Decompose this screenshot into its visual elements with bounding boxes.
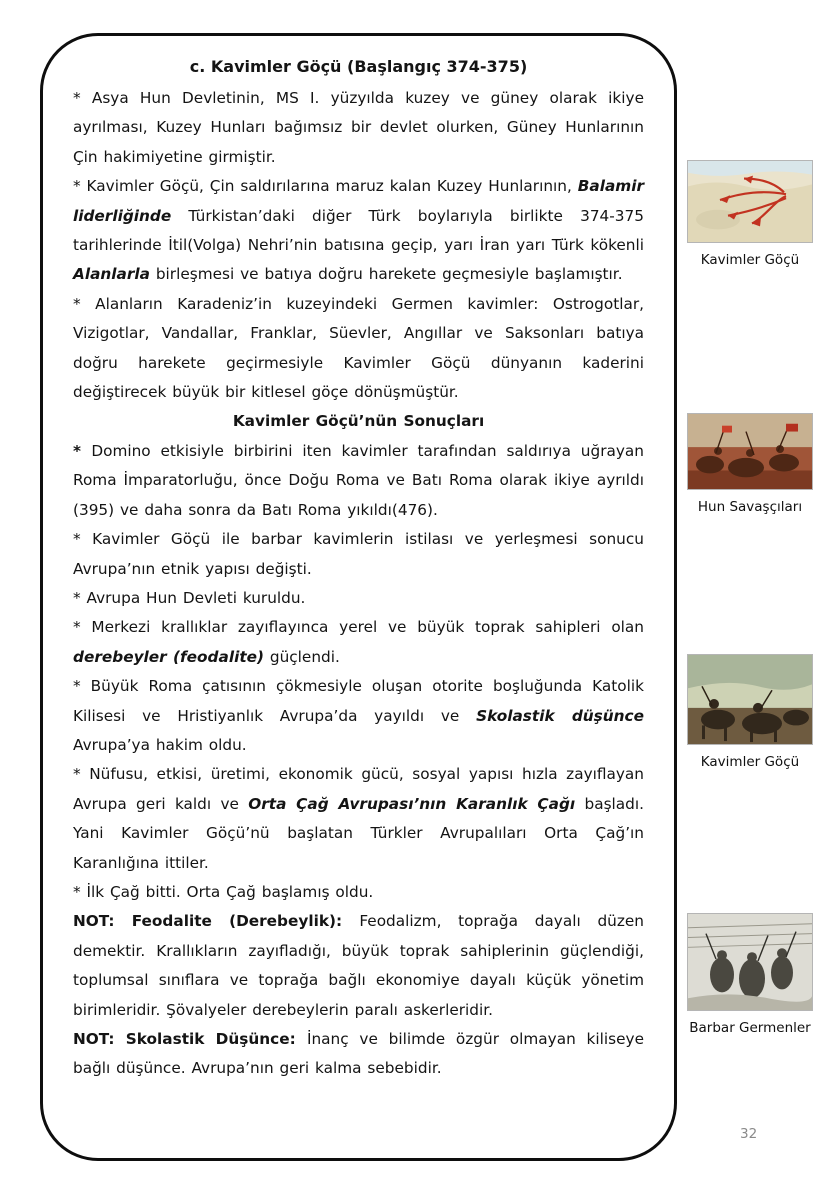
text-run: birleşmesi ve batıya doğru harekete geçmesiyle başlamıştır.	[149, 265, 623, 284]
text-run: İnanç ve bilimde özgür olmayan kiliseye bağlı düşünce. Avrupa’nın geri kalma sebebidir.	[73, 1030, 645, 1078]
text-run: Balamir liderliğinde	[73, 177, 644, 225]
text-run: derebeyler (feodalite)	[73, 647, 264, 666]
text-run: * Alanların Karadeniz’in kuzeyindeki Germen kavimler: Ostrogotlar, Vizigotlar, Vandallar, Franklar, Süevler, Angıllar ve Saksonları batıya doğru harekete geçirmesiyle Kavimler Göçü dünyanın kaderini değiştirecek büyük bir kitlesel göçe dönüşmüştür.	[73, 294, 644, 402]
paragraph	[73, 760, 644, 878]
kavimler-gocu-map-image	[687, 160, 813, 243]
figure-barbar-germenler	[687, 913, 813, 1036]
text-run: NOT: Feodalite (Derebeylik):	[73, 912, 360, 931]
paragraph	[73, 672, 644, 760]
figure-hun-warriors	[687, 413, 813, 515]
kavimler-gocu-riders-image	[687, 654, 813, 745]
text-run: Türkistan’daki diğer Türk boylarıyla birlikte 374-375 tarihlerinde İtil(Volga) Nehri’nin batısına geçip, yarı İran yarı Türk kökenli	[73, 206, 644, 255]
paragraph	[73, 907, 644, 1025]
text-run: Feodalizm, toprağa dayalı düzen demektir. Krallıkların zayıfladığı, büyük toprak sahiplerinin güçlendiği, toplumsal sınıflara ve toprağa bağlı ekonomiye dayalı küçük yönetim birimleridir. Şövalyeler derebeylerin paralı askerleridir.	[73, 912, 645, 1019]
text-run: * Kavimler Göçü, Çin saldırılarına maruz kalan Kuzey Hunlarının,	[73, 177, 578, 196]
text-run: Skolastik düşünce	[476, 706, 645, 725]
text-run: güçlendi.	[264, 647, 340, 666]
hun-savascilari-image	[687, 413, 813, 490]
figure-riders	[687, 654, 813, 770]
text-run: NOT: Skolastik Düşünce:	[73, 1030, 307, 1048]
paragraph	[73, 584, 644, 613]
paragraph	[73, 613, 644, 672]
text-run: * Merkezi krallıklar zayıflayınca yerel ve büyük toprak sahipleri olan	[73, 618, 644, 637]
text-run: Avrupa’ya hakim oldu.	[73, 735, 247, 754]
text-run: Orta Çağ Avrupası’nın Karanlık Çağı	[248, 794, 576, 813]
paragraph	[73, 437, 644, 525]
text-run: başladı. Yani Kavimler Göçü’nü başlatan Türkler Avrupalıları Orta Çağ’ın Karanlığına ittiler.	[73, 794, 644, 872]
paragraph	[73, 290, 644, 408]
paragraph	[73, 84, 644, 172]
text-run: *	[73, 441, 92, 460]
figure-migration-map	[687, 160, 813, 268]
barbar-germenler-image	[687, 913, 813, 1011]
figure-caption: Barbar Germenler	[689, 1020, 811, 1036]
figure-caption: Kavimler Göçü	[700, 754, 800, 770]
paragraph	[73, 525, 644, 584]
text-run: Kavimler Göçü’nün Sonuçları	[232, 412, 485, 431]
paragraph	[73, 878, 644, 907]
paragraph	[73, 1025, 644, 1084]
page-number: 32	[740, 1126, 758, 1142]
text-run: * Avrupa Hun Devleti kuruldu.	[73, 588, 306, 607]
page-title: c. Kavimler Göçü (Başlangıç 374-375)	[189, 57, 528, 76]
document-body	[73, 84, 644, 1084]
text-run: * Nüfusu, etkisi, üretimi, ekonomik gücü, sosyal yapısı hızla zayıflayan Avrupa geri kaldı ve	[73, 765, 644, 813]
section-heading	[73, 407, 644, 436]
text-run: Domino etkisiyle birbirini iten kavimler tarafından saldırıya uğrayan Roma İmparatorluğu, önce Doğu Roma ve Batı Roma olarak ikiye ayrıldı (395) ve daha sonra da Batı Roma yıkıldı(476).	[73, 441, 644, 519]
text-run: * Asya Hun Devletinin, MS I. yüzyılda kuzey ve güney olarak ikiye ayrılması, Kuzey Hunları bağımsız bir devlet olurken, Güney Hunlarının Çin hakimiyetine girmiştir.	[73, 89, 644, 166]
paragraph	[73, 172, 644, 290]
content-border-box	[40, 33, 677, 1161]
figure-caption: Hun Savaşçıları	[697, 499, 803, 515]
text-run: * Kavimler Göçü ile barbar kavimlerin istilası ve yerleşmesi sonucu Avrupa’nın etnik yapısı değişti.	[73, 530, 644, 578]
figure-caption: Kavimler Göçü	[700, 252, 800, 268]
text-run: * Büyük Roma çatısının çökmesiyle oluşan otorite boşluğunda Katolik Kilisesi ve Hristiyanlık Avrupa’da yayıldı ve	[73, 677, 644, 725]
text-run: * İlk Çağ bitti. Orta Çağ başlamış oldu.	[73, 882, 374, 901]
text-run: Alanlarla	[73, 265, 150, 284]
